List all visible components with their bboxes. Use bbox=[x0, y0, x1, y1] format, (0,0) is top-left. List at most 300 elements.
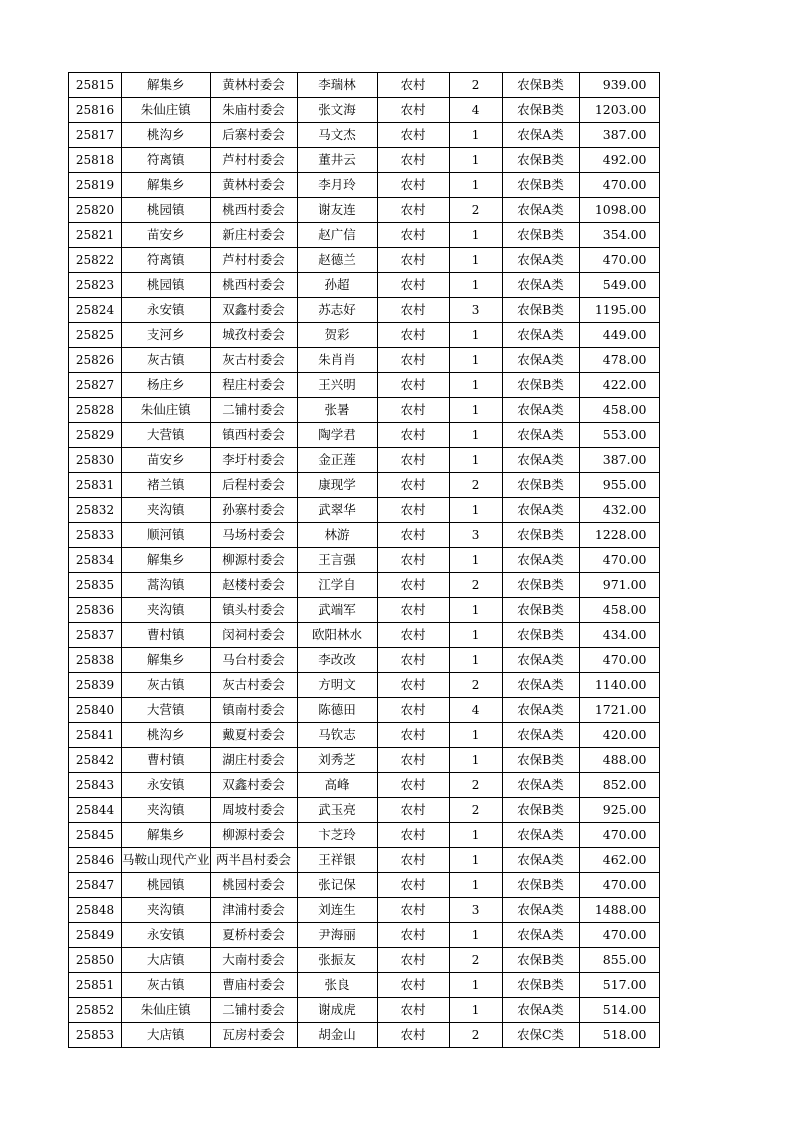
table-row bbox=[69, 823, 660, 848]
category-cell: 农保B类 bbox=[502, 148, 579, 173]
name-cell: 刘连生 bbox=[297, 898, 377, 923]
category-cell: 农保A类 bbox=[502, 348, 579, 373]
township-cell: 朱仙庄镇 bbox=[122, 398, 211, 423]
household-size-cell: 1 bbox=[449, 123, 502, 148]
table-row bbox=[69, 798, 660, 823]
amount-cell: 470.00 bbox=[579, 823, 659, 848]
category-cell: 农保B类 bbox=[502, 373, 579, 398]
record-id-cell: 25845 bbox=[69, 823, 122, 848]
category-cell: 农保A类 bbox=[502, 498, 579, 523]
household-size-cell: 1 bbox=[449, 998, 502, 1023]
household-size-cell: 1 bbox=[449, 348, 502, 373]
category-cell: 农保A类 bbox=[502, 123, 579, 148]
table-row bbox=[69, 398, 660, 423]
table-row bbox=[69, 998, 660, 1023]
table-row bbox=[69, 473, 660, 498]
village-committee-cell: 城孜村委会 bbox=[210, 323, 297, 348]
amount-cell: 462.00 bbox=[579, 848, 659, 873]
category-cell: 农保B类 bbox=[502, 948, 579, 973]
village-committee-cell: 大南村委会 bbox=[210, 948, 297, 973]
name-cell: 朱肖肖 bbox=[297, 348, 377, 373]
amount-cell: 434.00 bbox=[579, 623, 659, 648]
area-type-cell: 农村 bbox=[377, 598, 449, 623]
township-cell: 解集乡 bbox=[122, 548, 211, 573]
amount-cell: 553.00 bbox=[579, 423, 659, 448]
record-id-cell: 25833 bbox=[69, 523, 122, 548]
household-size-cell: 2 bbox=[449, 473, 502, 498]
table-row bbox=[69, 98, 660, 123]
township-cell: 桃园镇 bbox=[122, 873, 211, 898]
area-type-cell: 农村 bbox=[377, 923, 449, 948]
village-committee-cell: 镇头村委会 bbox=[210, 598, 297, 623]
area-type-cell: 农村 bbox=[377, 948, 449, 973]
area-type-cell: 农村 bbox=[377, 373, 449, 398]
name-cell: 董井云 bbox=[297, 148, 377, 173]
name-cell: 武翠华 bbox=[297, 498, 377, 523]
name-cell: 金正莲 bbox=[297, 448, 377, 473]
record-id-cell: 25821 bbox=[69, 223, 122, 248]
table-row bbox=[69, 1023, 660, 1048]
area-type-cell: 农村 bbox=[377, 198, 449, 223]
record-id-cell: 25847 bbox=[69, 873, 122, 898]
township-cell: 大店镇 bbox=[122, 1023, 211, 1048]
amount-cell: 518.00 bbox=[579, 1023, 659, 1048]
amount-cell: 354.00 bbox=[579, 223, 659, 248]
name-cell: 胡金山 bbox=[297, 1023, 377, 1048]
township-cell: 朱仙庄镇 bbox=[122, 98, 211, 123]
village-committee-cell: 镇西村委会 bbox=[210, 423, 297, 448]
amount-cell: 470.00 bbox=[579, 548, 659, 573]
record-id-cell: 25827 bbox=[69, 373, 122, 398]
household-size-cell: 1 bbox=[449, 823, 502, 848]
township-cell: 夹沟镇 bbox=[122, 798, 211, 823]
household-size-cell: 1 bbox=[449, 848, 502, 873]
category-cell: 农保B类 bbox=[502, 798, 579, 823]
township-cell: 解集乡 bbox=[122, 173, 211, 198]
name-cell: 高峰 bbox=[297, 773, 377, 798]
amount-cell: 855.00 bbox=[579, 948, 659, 973]
name-cell: 尹海丽 bbox=[297, 923, 377, 948]
name-cell: 林游 bbox=[297, 523, 377, 548]
household-size-cell: 2 bbox=[449, 198, 502, 223]
village-committee-cell: 周坡村委会 bbox=[210, 798, 297, 823]
category-cell: 农保B类 bbox=[502, 748, 579, 773]
household-size-cell: 1 bbox=[449, 548, 502, 573]
household-size-cell: 1 bbox=[449, 873, 502, 898]
category-cell: 农保B类 bbox=[502, 73, 579, 98]
village-committee-cell: 双鑫村委会 bbox=[210, 773, 297, 798]
township-cell: 符离镇 bbox=[122, 248, 211, 273]
area-type-cell: 农村 bbox=[377, 548, 449, 573]
household-size-cell: 2 bbox=[449, 73, 502, 98]
township-cell: 解集乡 bbox=[122, 73, 211, 98]
table-row bbox=[69, 648, 660, 673]
village-committee-cell: 柳源村委会 bbox=[210, 823, 297, 848]
household-size-cell: 4 bbox=[449, 98, 502, 123]
village-committee-cell: 湖庄村委会 bbox=[210, 748, 297, 773]
record-id-cell: 25843 bbox=[69, 773, 122, 798]
household-size-cell: 1 bbox=[449, 498, 502, 523]
category-cell: 农保A类 bbox=[502, 773, 579, 798]
township-cell: 大店镇 bbox=[122, 948, 211, 973]
household-size-cell: 1 bbox=[449, 148, 502, 173]
category-cell: 农保B类 bbox=[502, 298, 579, 323]
record-id-cell: 25837 bbox=[69, 623, 122, 648]
amount-cell: 470.00 bbox=[579, 248, 659, 273]
name-cell: 张记保 bbox=[297, 873, 377, 898]
area-type-cell: 农村 bbox=[377, 523, 449, 548]
name-cell: 谢友连 bbox=[297, 198, 377, 223]
category-cell: 农保B类 bbox=[502, 873, 579, 898]
area-type-cell: 农村 bbox=[377, 973, 449, 998]
village-committee-cell: 后程村委会 bbox=[210, 473, 297, 498]
record-id-cell: 25824 bbox=[69, 298, 122, 323]
village-committee-cell: 镇南村委会 bbox=[210, 698, 297, 723]
category-cell: 农保B类 bbox=[502, 623, 579, 648]
record-id-cell: 25838 bbox=[69, 648, 122, 673]
village-committee-cell: 马台村委会 bbox=[210, 648, 297, 673]
name-cell: 马文杰 bbox=[297, 123, 377, 148]
village-committee-cell: 李圩村委会 bbox=[210, 448, 297, 473]
category-cell: 农保B类 bbox=[502, 173, 579, 198]
household-size-cell: 4 bbox=[449, 698, 502, 723]
category-cell: 农保A类 bbox=[502, 998, 579, 1023]
amount-cell: 432.00 bbox=[579, 498, 659, 523]
household-size-cell: 1 bbox=[449, 273, 502, 298]
amount-cell: 514.00 bbox=[579, 998, 659, 1023]
township-cell: 曹村镇 bbox=[122, 748, 211, 773]
township-cell: 桃沟乡 bbox=[122, 123, 211, 148]
name-cell: 欧阳林水 bbox=[297, 623, 377, 648]
village-committee-cell: 闵祠村委会 bbox=[210, 623, 297, 648]
name-cell: 苏志好 bbox=[297, 298, 377, 323]
category-cell: 农保A类 bbox=[502, 423, 579, 448]
name-cell: 谢成虎 bbox=[297, 998, 377, 1023]
township-cell: 支河乡 bbox=[122, 323, 211, 348]
category-cell: 农保A类 bbox=[502, 923, 579, 948]
township-cell: 灰古镇 bbox=[122, 973, 211, 998]
township-cell: 夹沟镇 bbox=[122, 598, 211, 623]
record-id-cell: 25822 bbox=[69, 248, 122, 273]
record-id-cell: 25841 bbox=[69, 723, 122, 748]
household-size-cell: 2 bbox=[449, 673, 502, 698]
area-type-cell: 农村 bbox=[377, 898, 449, 923]
table-row bbox=[69, 548, 660, 573]
household-size-cell: 1 bbox=[449, 923, 502, 948]
area-type-cell: 农村 bbox=[377, 223, 449, 248]
amount-cell: 517.00 bbox=[579, 973, 659, 998]
record-id-cell: 25852 bbox=[69, 998, 122, 1023]
record-id-cell: 25826 bbox=[69, 348, 122, 373]
record-id-cell: 25830 bbox=[69, 448, 122, 473]
table-row bbox=[69, 223, 660, 248]
township-cell: 蒿沟镇 bbox=[122, 573, 211, 598]
township-cell: 褚兰镇 bbox=[122, 473, 211, 498]
name-cell: 孙超 bbox=[297, 273, 377, 298]
area-type-cell: 农村 bbox=[377, 1023, 449, 1048]
area-type-cell: 农村 bbox=[377, 348, 449, 373]
table-row bbox=[69, 198, 660, 223]
table-row bbox=[69, 523, 660, 548]
amount-cell: 925.00 bbox=[579, 798, 659, 823]
category-cell: 农保A类 bbox=[502, 698, 579, 723]
amount-cell: 1488.00 bbox=[579, 898, 659, 923]
category-cell: 农保A类 bbox=[502, 648, 579, 673]
area-type-cell: 农村 bbox=[377, 248, 449, 273]
record-id-cell: 25832 bbox=[69, 498, 122, 523]
village-committee-cell: 双鑫村委会 bbox=[210, 298, 297, 323]
area-type-cell: 农村 bbox=[377, 73, 449, 98]
record-id-cell: 25815 bbox=[69, 73, 122, 98]
household-size-cell: 1 bbox=[449, 373, 502, 398]
township-cell: 灰古镇 bbox=[122, 348, 211, 373]
household-size-cell: 2 bbox=[449, 773, 502, 798]
category-cell: 农保C类 bbox=[502, 1023, 579, 1048]
area-type-cell: 农村 bbox=[377, 873, 449, 898]
category-cell: 农保A类 bbox=[502, 323, 579, 348]
name-cell: 贺彩 bbox=[297, 323, 377, 348]
record-id-cell: 25836 bbox=[69, 598, 122, 623]
amount-cell: 470.00 bbox=[579, 923, 659, 948]
area-type-cell: 农村 bbox=[377, 173, 449, 198]
township-cell: 苗安乡 bbox=[122, 448, 211, 473]
table-row bbox=[69, 423, 660, 448]
household-size-cell: 1 bbox=[449, 648, 502, 673]
category-cell: 农保A类 bbox=[502, 273, 579, 298]
assistance-register-table bbox=[68, 72, 660, 1048]
village-committee-cell: 灰古村委会 bbox=[210, 673, 297, 698]
township-cell: 永安镇 bbox=[122, 773, 211, 798]
name-cell: 陈德田 bbox=[297, 698, 377, 723]
name-cell: 王言强 bbox=[297, 548, 377, 573]
village-committee-cell: 桃园村委会 bbox=[210, 873, 297, 898]
village-committee-cell: 桃西村委会 bbox=[210, 273, 297, 298]
category-cell: 农保B类 bbox=[502, 98, 579, 123]
village-committee-cell: 芦村村委会 bbox=[210, 148, 297, 173]
name-cell: 江学自 bbox=[297, 573, 377, 598]
table-row bbox=[69, 923, 660, 948]
village-committee-cell: 新庄村委会 bbox=[210, 223, 297, 248]
village-committee-cell: 夏桥村委会 bbox=[210, 923, 297, 948]
area-type-cell: 农村 bbox=[377, 998, 449, 1023]
area-type-cell: 农村 bbox=[377, 148, 449, 173]
table-row bbox=[69, 123, 660, 148]
table-row bbox=[69, 948, 660, 973]
table-row bbox=[69, 173, 660, 198]
village-committee-cell: 后寨村委会 bbox=[210, 123, 297, 148]
area-type-cell: 农村 bbox=[377, 698, 449, 723]
record-id-cell: 25840 bbox=[69, 698, 122, 723]
village-committee-cell: 二铺村委会 bbox=[210, 398, 297, 423]
amount-cell: 488.00 bbox=[579, 748, 659, 773]
amount-cell: 1195.00 bbox=[579, 298, 659, 323]
household-size-cell: 1 bbox=[449, 398, 502, 423]
table-row bbox=[69, 73, 660, 98]
household-size-cell: 2 bbox=[449, 798, 502, 823]
table-row bbox=[69, 673, 660, 698]
name-cell: 马钦志 bbox=[297, 723, 377, 748]
area-type-cell: 农村 bbox=[377, 323, 449, 348]
household-size-cell: 2 bbox=[449, 573, 502, 598]
township-cell: 符离镇 bbox=[122, 148, 211, 173]
amount-cell: 422.00 bbox=[579, 373, 659, 398]
township-cell: 马鞍山现代产业 bbox=[122, 848, 211, 873]
record-id-cell: 25816 bbox=[69, 98, 122, 123]
area-type-cell: 农村 bbox=[377, 123, 449, 148]
record-id-cell: 25850 bbox=[69, 948, 122, 973]
category-cell: 农保A类 bbox=[502, 448, 579, 473]
area-type-cell: 农村 bbox=[377, 398, 449, 423]
table-row bbox=[69, 873, 660, 898]
table-row bbox=[69, 973, 660, 998]
name-cell: 李月玲 bbox=[297, 173, 377, 198]
household-size-cell: 1 bbox=[449, 748, 502, 773]
area-type-cell: 农村 bbox=[377, 648, 449, 673]
amount-cell: 470.00 bbox=[579, 648, 659, 673]
village-committee-cell: 桃西村委会 bbox=[210, 198, 297, 223]
table-row bbox=[69, 373, 660, 398]
name-cell: 王兴明 bbox=[297, 373, 377, 398]
record-id-cell: 25829 bbox=[69, 423, 122, 448]
amount-cell: 1140.00 bbox=[579, 673, 659, 698]
area-type-cell: 农村 bbox=[377, 423, 449, 448]
township-cell: 灰古镇 bbox=[122, 673, 211, 698]
table-row bbox=[69, 848, 660, 873]
village-committee-cell: 两半昌村委会 bbox=[210, 848, 297, 873]
category-cell: 农保B类 bbox=[502, 973, 579, 998]
village-committee-cell: 二铺村委会 bbox=[210, 998, 297, 1023]
village-committee-cell: 程庄村委会 bbox=[210, 373, 297, 398]
table-row bbox=[69, 498, 660, 523]
name-cell: 张暑 bbox=[297, 398, 377, 423]
name-cell: 张良 bbox=[297, 973, 377, 998]
name-cell: 李改改 bbox=[297, 648, 377, 673]
household-size-cell: 3 bbox=[449, 298, 502, 323]
area-type-cell: 农村 bbox=[377, 98, 449, 123]
township-cell: 顺河镇 bbox=[122, 523, 211, 548]
area-type-cell: 农村 bbox=[377, 798, 449, 823]
township-cell: 解集乡 bbox=[122, 823, 211, 848]
area-type-cell: 农村 bbox=[377, 498, 449, 523]
township-cell: 解集乡 bbox=[122, 648, 211, 673]
record-id-cell: 25825 bbox=[69, 323, 122, 348]
village-committee-cell: 津浦村委会 bbox=[210, 898, 297, 923]
record-id-cell: 25823 bbox=[69, 273, 122, 298]
village-committee-cell: 灰古村委会 bbox=[210, 348, 297, 373]
table-row bbox=[69, 273, 660, 298]
area-type-cell: 农村 bbox=[377, 623, 449, 648]
village-committee-cell: 戴夏村委会 bbox=[210, 723, 297, 748]
table-row bbox=[69, 148, 660, 173]
name-cell: 张振友 bbox=[297, 948, 377, 973]
township-cell: 朱仙庄镇 bbox=[122, 998, 211, 1023]
category-cell: 农保B类 bbox=[502, 523, 579, 548]
household-size-cell: 1 bbox=[449, 423, 502, 448]
name-cell: 刘秀芝 bbox=[297, 748, 377, 773]
amount-cell: 852.00 bbox=[579, 773, 659, 798]
table-row bbox=[69, 323, 660, 348]
amount-cell: 492.00 bbox=[579, 148, 659, 173]
category-cell: 农保A类 bbox=[502, 398, 579, 423]
name-cell: 武玉亮 bbox=[297, 798, 377, 823]
record-id-cell: 25846 bbox=[69, 848, 122, 873]
household-size-cell: 1 bbox=[449, 623, 502, 648]
village-committee-cell: 黄林村委会 bbox=[210, 73, 297, 98]
record-id-cell: 25842 bbox=[69, 748, 122, 773]
village-committee-cell: 马场村委会 bbox=[210, 523, 297, 548]
household-size-cell: 1 bbox=[449, 723, 502, 748]
village-committee-cell: 赵楼村委会 bbox=[210, 573, 297, 598]
household-size-cell: 1 bbox=[449, 448, 502, 473]
category-cell: 农保A类 bbox=[502, 848, 579, 873]
village-committee-cell: 黄林村委会 bbox=[210, 173, 297, 198]
township-cell: 永安镇 bbox=[122, 298, 211, 323]
amount-cell: 470.00 bbox=[579, 173, 659, 198]
name-cell: 卞芝玲 bbox=[297, 823, 377, 848]
area-type-cell: 农村 bbox=[377, 823, 449, 848]
amount-cell: 458.00 bbox=[579, 398, 659, 423]
amount-cell: 955.00 bbox=[579, 473, 659, 498]
area-type-cell: 农村 bbox=[377, 748, 449, 773]
category-cell: 农保A类 bbox=[502, 723, 579, 748]
name-cell: 赵德兰 bbox=[297, 248, 377, 273]
household-size-cell: 1 bbox=[449, 598, 502, 623]
area-type-cell: 农村 bbox=[377, 723, 449, 748]
area-type-cell: 农村 bbox=[377, 673, 449, 698]
township-cell: 大营镇 bbox=[122, 423, 211, 448]
area-type-cell: 农村 bbox=[377, 448, 449, 473]
category-cell: 农保A类 bbox=[502, 673, 579, 698]
village-committee-cell: 曹庙村委会 bbox=[210, 973, 297, 998]
category-cell: 农保A类 bbox=[502, 198, 579, 223]
amount-cell: 1098.00 bbox=[579, 198, 659, 223]
village-committee-cell: 孙寨村委会 bbox=[210, 498, 297, 523]
household-size-cell: 3 bbox=[449, 523, 502, 548]
area-type-cell: 农村 bbox=[377, 473, 449, 498]
table-row bbox=[69, 623, 660, 648]
table-row bbox=[69, 348, 660, 373]
table-row bbox=[69, 698, 660, 723]
table-row bbox=[69, 748, 660, 773]
record-id-cell: 25839 bbox=[69, 673, 122, 698]
record-id-cell: 25835 bbox=[69, 573, 122, 598]
household-size-cell: 2 bbox=[449, 1023, 502, 1048]
name-cell: 李瑞林 bbox=[297, 73, 377, 98]
record-id-cell: 25820 bbox=[69, 198, 122, 223]
village-committee-cell: 柳源村委会 bbox=[210, 548, 297, 573]
household-size-cell: 3 bbox=[449, 898, 502, 923]
township-cell: 夹沟镇 bbox=[122, 898, 211, 923]
table-body bbox=[69, 73, 660, 1048]
amount-cell: 387.00 bbox=[579, 448, 659, 473]
record-id-cell: 25853 bbox=[69, 1023, 122, 1048]
table-row bbox=[69, 448, 660, 473]
record-id-cell: 25851 bbox=[69, 973, 122, 998]
amount-cell: 420.00 bbox=[579, 723, 659, 748]
table-row bbox=[69, 573, 660, 598]
category-cell: 农保B类 bbox=[502, 598, 579, 623]
village-committee-cell: 瓦房村委会 bbox=[210, 1023, 297, 1048]
amount-cell: 449.00 bbox=[579, 323, 659, 348]
amount-cell: 939.00 bbox=[579, 73, 659, 98]
record-id-cell: 25818 bbox=[69, 148, 122, 173]
amount-cell: 458.00 bbox=[579, 598, 659, 623]
category-cell: 农保B类 bbox=[502, 573, 579, 598]
table-row bbox=[69, 248, 660, 273]
record-id-cell: 25828 bbox=[69, 398, 122, 423]
township-cell: 苗安乡 bbox=[122, 223, 211, 248]
area-type-cell: 农村 bbox=[377, 298, 449, 323]
